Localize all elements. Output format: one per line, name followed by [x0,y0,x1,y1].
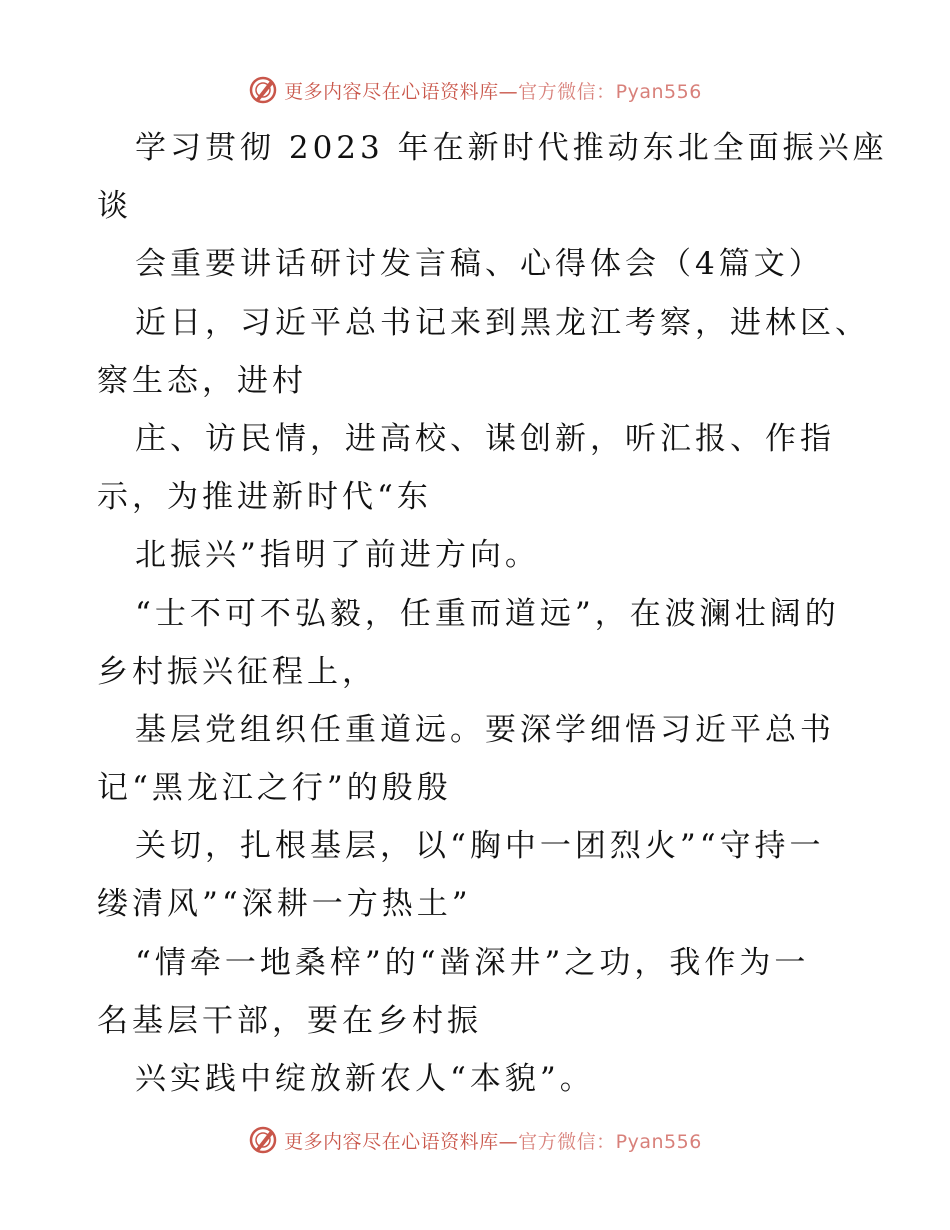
paragraph-line: 示，为推进新时代“东 [97,479,432,515]
paragraph-line: 北振兴”指明了前进方向。 [135,537,540,573]
paragraph-line: 兴实践中绽放新农人“本貌”。 [135,1061,595,1097]
paragraph-line: 记“黑龙江之行”的殷殷 [97,770,452,806]
pen-logo-icon [248,1125,278,1155]
paragraph-line: 关切，扎根基层，以“胸中一团烈火”“守持一 [135,828,825,864]
paragraph-line: 基层党组织任重道远。要深学细悟习近平总书 [135,712,835,748]
banner-text: 更多内容尽在心语资料库—官方微信：Pyan556 [284,80,702,103]
paragraph-line: “情牵一地桑梓”的“凿深井”之功，我作为一 [135,945,810,981]
paragraph-line: “士不可不弘毅，任重而道远”，在波澜壮阔的 [135,596,840,632]
doc-title-line-1: 学习贯彻 2023 年在新时代推动东北全面振兴座 [135,130,888,166]
paragraph-line: 缕清风”“深耕一方热土” [97,886,472,922]
header-banner [0,70,950,110]
paragraph-line: 近日，习近平总书记来到黑龙江考察，进林区、 [135,305,870,341]
doc-title-line-2: 谈 [97,188,132,224]
paragraph-line: 名基层干部，要在乡村振 [97,1003,482,1039]
paragraph-line: 庄、访民情，进高校、谋创新，听汇报、作指 [135,421,835,457]
banner-text: 更多内容尽在心语资料库—官方微信：Pyan556 [284,1130,702,1153]
paragraph-line: 乡村振兴征程上， [97,654,377,690]
paragraph-line: 察生态，进村 [97,363,307,399]
footer-banner [0,1120,950,1160]
doc-title-line-3: 会重要讲话研讨发言稿、心得体会（4篇文） [135,246,824,282]
pen-logo-icon [248,75,278,105]
